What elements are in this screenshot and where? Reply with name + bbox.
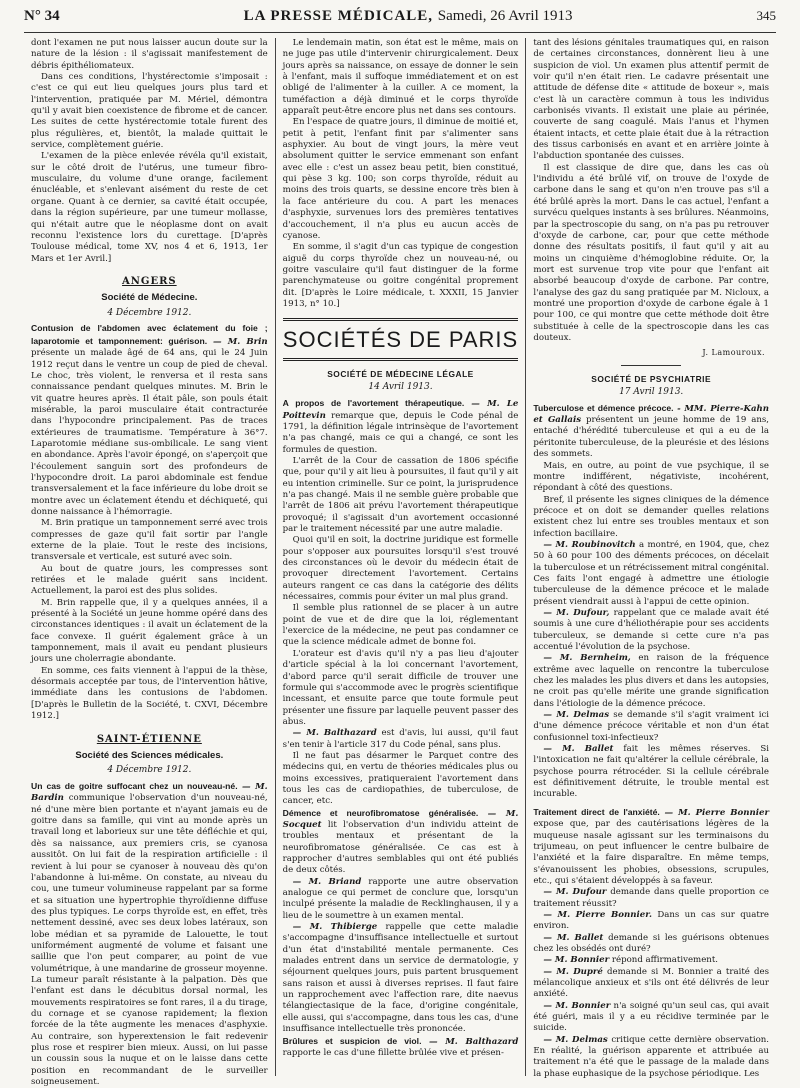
author: — M. Socquet [282, 808, 519, 830]
paragraph: Le lendemain matin, son état est le même, mais on ne juge pas utile d'intervenir chirurgicalement. Deux jours après sa naissance, on essaye de donner le sein à l'enfant, mais il suffoque immédiatement et on est obligé de l'alimenter à la cuiller. A ce moment, la tuméfaction a déjà diminué et le corps thyroïde apparaît peut-être encore plus net dans ses contours. [282, 38, 519, 117]
communication [533, 653, 769, 710]
communication-title: Contusion de l'abdomen avec éclatement du foie ; laparotomie et tamponnement: guérison. [31, 323, 268, 346]
paragraph: dont l'examen ne put nous laisser aucun doute sur la nature de la lésion : il s'agissait manifestement de débris épithéliomateux. [31, 38, 268, 71]
issue-number: N° 34 [24, 8, 60, 24]
communication [31, 323, 268, 518]
society-heading: SOCIÉTÉ DE PSYCHIATRIE [591, 373, 712, 384]
author: — M. Delmas [543, 710, 610, 721]
communication [283, 808, 519, 877]
author: — M. Briand [292, 876, 362, 887]
communication-text: lit l'observation d'un individu atteint de troubles mentaux et présentant de la neurofibromatose généralisée. Ce cas est à rapprocher d'autres semblables qui ont été publiés de deux côtés. [282, 819, 519, 876]
communication [533, 910, 769, 933]
page-number: 345 [756, 8, 776, 23]
author: — M. Bonnier [543, 955, 610, 966]
author: — M. Bonnier [543, 1000, 611, 1011]
author: — M. Brin [212, 336, 268, 347]
communication-title: Brûlures et suspicion de viol. [282, 1035, 422, 1046]
communication [283, 1036, 519, 1060]
communication-text: a montré, en 1904, que, chez 50 à 60 pour 100 des déments précoces, on décelait la tuberculose et un rétrécissement mitral congénital. Ces faits l'ont engagé à admettre une étiologie tuberculeuse de la démence précoce et le malade présent viendrait aussi à l'appui de cette opinion. [533, 539, 770, 607]
communication-text: critique cette dernière observation. En réalité, la guérison apparente et attribuée au traitement n'a été que le passage de la malade dans la phase euphasique de la psychose périodique. Les [533, 1034, 770, 1079]
paragraph: Au bout de quatre jours, les compresses sont retirées et le malade guérit sans incident. Actuellement, la paroi est des plus solides. [31, 563, 268, 597]
paragraph: Mais, en outre, au point de vue psychique, il se montre indifférent, négativiste, incohérent, répondant à côté des questions. [533, 460, 770, 494]
city-heading: SAINT-ÉTIENNE [96, 733, 202, 745]
communication [31, 781, 268, 1088]
paragraph: Il est classique de dire que, dans les cas où l'individu a été brûlé vif, on trouve de l'oxyde de carbone dans le sang et qu'on n'en trouve pas s'il a été brûlé après la mort. Dans le cas actuel, l'enfant a survécu quelques instants à ses brûlures. Néanmoins, par la spectroscopie du sang, on n'a pas pu retrouver d'oxyde de carbone, car, pour que cette méthode donne des résultats positifs, il faut qu'il y ait au moins un cinquième d'hémoglobine réduite. Or, la mort est survenue trop vite pour que l'enfant ait absorbé beaucoup d'oxyde de carbone. Par contre, l'analyse des gaz du sang pratiquée par M. Nicloux, a montré une proportion d'oxyde de carbone égale à 1 pour 100, ce qui montre que cette méthode doit être substituée à celle de la spectroscopie dans les cas douteux. [533, 162, 770, 343]
paragraph: En somme, ces faits viennent à l'appui de la thèse, désormais acceptée par tous, de l'intervention hâtive, immédiate dans les contusions de l'abdomen. [D'après le Bulletin de la Société, t. CXVI, Décembre 1912.] [31, 665, 268, 722]
communication [533, 403, 769, 461]
communication-text: rapporte une autre observation analogue ce qui permet de conclure que, lorsqu'un inculpé présente la maladie de Recklinghausen, il y a lieu de le soumettre à un examen mental. [282, 876, 519, 921]
communication-text: rappelle que cette maladie s'accompagne d'insuffisance intellectuelle et surtout d'un état d'instabilité mentale permanente. Ces malades entrent dans un service de dermatologie, y séjournent quelques jours, puis partent brusquement sans raison et aussi à diverses reprises. Il faut faire un rapprochement avec l'affection rare, dite naevus télangiectasique de la face, d'origine congénitale, elle aussi, qui s'accompagne, dans tous les cas, d'une insuffisance intellectuelle très prononcée. [282, 922, 519, 1035]
communication-title: Démence et neurofibromatose généralisée. [282, 807, 479, 818]
communication [533, 744, 769, 801]
communication-text: en raison de la fréquence extrême avec laquelle on rencontre la tuberculose chez les malades les plus divers et dans les autopsies, ne croit pas qu'elle mérite une grande signification dans l'étiologie de la démence précoce. [533, 653, 770, 709]
communication-text: présente un malade âgé de 64 ans, qui le 24 Juin 1912 reçut dans le ventre un coup de pied de cheval. Le choc, très violent, le renversa et il resta sans connaissance pendant quelques minutes. M. Brin le vit quatre heures après. Il était pâle, son pouls était misérable, la paroi musculaire était contracturée dans l'hypocondre principalement. Pas de traces extérieures de traumatisme. Température à 36°7. Laparotomie médiane sus-ombilicale. Le sang vient en abondance. Après l'avoir épongé, on s'aperçoit que l'écoulement sanguin sort des profondeurs de l'hypocondre droit. La paroi abdominale est fendue transversalement et la face inférieure du lobe droit se montre avec un éclatement étendu et déchiqueté, qui donne naissance à l'hémorragie. [31, 348, 268, 517]
session-date: 4 Décembre 1912. [107, 765, 192, 776]
communication [283, 728, 519, 751]
author: — M. Balthazard [428, 1036, 519, 1047]
communication-text: Dans un cas sur quatre environ. [533, 909, 770, 932]
communication-text: présentent un jeune homme de 19 ans, entaché d'hérédité tuberculeuse et qui a eu de la péritonite tuberculeuse, de la pleurésie et des lésions des sommets. [533, 415, 770, 460]
communication [533, 933, 769, 956]
author: — M. Pierre Bonnier. [543, 909, 652, 920]
communication [533, 1001, 769, 1035]
journal-title [244, 8, 573, 25]
communication [283, 877, 519, 922]
session-date: 4 Décembre 1912. [107, 307, 192, 318]
communication [533, 608, 769, 653]
paragraph: M. Brin pratique un tamponnement serré avec trois compresses de gaze qu'il fait sortir par l'angle externe de la plaie. Tout le reste des incisions, transversale et verticale, est suturé avec soin. [31, 518, 268, 563]
column-2 [275, 38, 526, 1076]
paragraph: M. Brin rappelle que, il y a quelques années, il a présenté à la Société un jeune homme opéré dans des circonstances identiques : il avait un éclatement de la face convexe. Il guérit également grâce à un tamponnement, mais il avait eu pendant plusieurs jours une cholerragie abondante. [31, 597, 268, 665]
author: — M. Bardin [31, 782, 268, 804]
communication [533, 807, 769, 887]
communication [283, 922, 519, 1035]
communication [533, 540, 769, 608]
communication-text: remarque que, depuis le Code pénal de 1791, la définition légale intrinsèque de l'avortement n'a pas changé, mais ce qui a changé, ce sont les formules de question. [282, 410, 519, 455]
paragraph: L'examen de la pièce enlevée révéla qu'il existait, sur le côté droit de l'utérus, une tumeur fibro-musculaire, du volume d'une orange, facilement énucléable, et s'enlevant aisément du reste de cet organe. Quant à ce dernier, sa cavité était occupée, dans la région supérieure, par une tumeur mollasse, qui n'était autre que le néoplasme dont on avait reconnu l'existence lors du curettage. [D'après Toulouse médical, tome XV, nos 4 et 6, 1913, 1er Mars et 1er Avril.] [31, 151, 268, 264]
author: — M. Dupré [543, 966, 603, 977]
communication-text: rapporte le cas d'une fillette brûlée vive et présen- [282, 1047, 504, 1058]
paragraph: Il semble plus rationnel de se placer à un autre point de vue et de dire que la loi, réglementant l'exercice de la médecine, ne peut pas condamner ce que la science médicale admet de bonne foi. [282, 603, 519, 648]
page-header [24, 8, 776, 33]
section-banner: SOCIÉTÉS DE PARIS [283, 318, 519, 361]
author: — M. Delmas [543, 1034, 608, 1045]
communication-title: Un cas de goitre suffocant chez un nouveau-né. [31, 781, 238, 792]
author: — M. Ballet [543, 744, 614, 755]
communication [533, 710, 769, 744]
city-heading: ANGERS [122, 275, 177, 287]
communication [533, 955, 769, 966]
author: — M. Dufour [543, 887, 607, 898]
author: — M. Bernheim, [543, 653, 631, 664]
author: - MM. Pierre-Kahn et Gallais [533, 403, 770, 426]
author: — M. Ballet [543, 932, 604, 943]
communication-text: répond affirmativement. [611, 955, 719, 966]
communication-title: Traitement direct de l'anxiété. [533, 806, 660, 817]
communication [533, 887, 769, 910]
paragraph: Quoi qu'il en soit, la doctrine juridique est formelle pour s'opposer aux poursuites lorsqu'il s'est trouvé des circonstances où le devoir du médecin était de provoquer directement l'avortement. Certains auteurs rangent ce cas dans la catégorie des délits nécessaires, commis pour éviter un mal plus grand. [282, 535, 519, 603]
communication-text: communique l'observation d'un nouveau-né, né d'une mère bien portante et n'ayant jamais eu de goitre dans sa famille, qui vint au monde après un travail long et laborieux sur une tête défléchie et qui, dès sa naissance, aux premiers cris, se cyanosa aussitôt. On lui fait de la respiration artificielle : il revient à lui pour se cyanoser à nouveau dès qu'on l'abandonne à lui-même. On constate, au niveau du cou, une tumeur volumineuse rappelant par sa forme et sa situation une hypertrophie thyroïdienne diffuse des plus typiques. Le corps thyroïde est, en effet, très nettement dessiné, avec ses deux lobes latéraux, son lobe médian et sa pyramide de Lalouette, le tout uniformément augmenté de volume et faisant une saillie que l'on peut comparer, au point de vue volumétrique, à une mandarine de grosseur moyenne. La tumeur paraît résistante à la palpation. Dès que l'enfant est dans le décubitus dorsal normal, les mouvements respiratoires se font rares, il a du tirage, du cornage et se cyanose rapidement; la flexion forcée de la tête augmente les menaces d'asphyxie. Au contraire, son hyperextension le fait redevenir plus rose et respirer bien mieux. Aussi, on lui passe un coussin sous la nuque et on le laisse dans cette position en recommandant de le surveiller soigneusement. [31, 793, 268, 1088]
paragraph: Bref, il présente les signes cliniques de la démence précoce et on doit se demander quelles relations existent chez lui entre ses troubles mentaux et son infection bacillaire. [533, 494, 770, 539]
issue-date: Samedi, 26 Avril 1913 [437, 8, 573, 24]
paragraph: L'arrêt de la Cour de cassation de 1806 spécifie que, pour qu'il y ait lieu à poursuites, il faut qu'il y ait eu intention criminelle. Sur ce point, la jurisprudence n'a pas changé. Mais il ne semble guère probable que l'arrêt de 1806 ait prévu l'avortement thérapeutique provoqué; il s'agissait d'un avortement occasionné par le traitement nécessité par une autre maladie. [282, 455, 519, 535]
author: — M. Roubinovitch [543, 539, 636, 550]
paragraph: Il ne faut pas désarmer le Parquet contre des médecins qui, en vertu de théories médicales plus ou moins excessives, pratiqueraient l'avortement dans tous les cas de cardiopathies, de tuberculose, de cancer, etc. [282, 750, 519, 807]
society-heading: SOCIÉTÉ DE MÉDECINE LÉGALE [327, 369, 474, 380]
signature: J. Lamouroux. [702, 348, 766, 358]
communication-title: A propos de l'avortement thérapeutique. [282, 398, 465, 409]
author: — M. Le Poittevin [282, 399, 519, 421]
author: — M. Dufour, [543, 607, 610, 618]
column-1 [24, 38, 275, 1088]
communication-text: est d'avis, lui aussi, qu'il faut s'en tenir à l'article 317 du Code pénal, sans plus. [282, 728, 519, 750]
communication-text: n'a soigné qu'un seul cas, qui avait été guéri, mais il y a eu récidive terminée par le suicide. [533, 1000, 770, 1034]
communication-text: demande si les guérisons obtenues chez les obsédés ont duré? [533, 932, 770, 954]
communication-text: demande si M. Bonnier a traité des mélancolique anxieux et s'ils ont été délivrés de leur anxiété. [533, 966, 770, 1000]
paragraph: En l'espace de quatre jours, il diminue de moitié et, petit à petit, l'enfant finit par s'alimenter sans asphyxier. Au bout de vingt jours, la mère veut absolument quitter le service emmenant son enfant avec elle : c'est un assez beau petit, bien constitué, qui pèse 3 kg. 100; son corps thyroïde, réduit au moins des trois quarts, se dessine encore très bien à la face antérieure du cou. A part les menaces d'asphyxie, survenues lors des premières tentatives d'accouchement, il n'a plus eu aucun accès de cyanose. [282, 117, 519, 241]
session-date: 14 Avril 1913. [368, 382, 433, 393]
session-date: 17 Avril 1913. [619, 386, 684, 397]
divider [621, 365, 681, 366]
communication [283, 398, 519, 456]
communication-text: fait les mêmes réserves. Si l'intoxication ne fait qu'altérer la cellule cérébrale, la psychose pourra rétrocéder. Si la cellule cérébrale est définitivement détruite, le trouble mental est incurable. [533, 744, 770, 800]
paragraph: L'orateur est d'avis qu'il n'y a pas lieu d'ajouter d'article spécial à la loi concernant l'avortement, d'abord parce qu'il serait difficile de trouver une formule qui s'accommode avec le progrès scientifique incessant, et ensuite parce que toute formule peut présenter une fissure par laquelle peuvent passer des abus. [282, 648, 519, 727]
society-heading: Société de Médecine. [101, 292, 198, 304]
communication-text: expose que, par des cautérisations légères de la muqueuse nasale agissant sur les terminaisons du trijumeau, on peut influencer le centre bulbaire de l'anxiété et la faire disparaître. En même temps, s'évanouissent les phobies, obsessions, scrupules, etc., qui s'étaient développés à sa faveur. [533, 819, 770, 886]
text-columns [24, 38, 776, 1088]
journal-name: LA PRESSE MÉDICALE, [243, 8, 434, 24]
column-3 [525, 38, 776, 1079]
paragraph: tant des lésions génitales traumatiques qui, en raison de certaines circonstances, donnèrent lieu à une suspicion de viol. Un examen plus attentif permit de voir qu'il n'en était rien. Le cadavre présentait une attitude de défense dite « attitude de boxeur », mais c'est là un caractère commun à tous les individus carbonisés vivants. Il existait une plaie au périnée, couverte de sang coagulé. Mais l'anus et l'hymen étaient intacts, et cette plaie était due à la rétraction des tissus carbonisés en avant et en arrière jointe à l'abduction spontanée des cuisses. [533, 38, 770, 162]
communication-title: Tuberculose et démence précoce. [533, 402, 674, 413]
communication [533, 1035, 769, 1080]
paragraph: Dans ces conditions, l'hystérectomie s'imposait : c'est ce qui eut lieu quelques jours plus tard et l'intervention, pratiquée par M. Mériel, démontra qu'il y avait bien coexistence de fibrome et de cancer. Les suites de cette hystérectomie totale furent des plus régulières, et, bientôt, la malade quittait le service, complètement guérie. [31, 72, 268, 151]
society-heading: Société des Sciences médicales. [75, 749, 224, 761]
author: — M. Pierre Bonnier [664, 807, 770, 818]
communication-text: rappelant que ce malade avait été soumis à une cure d'héliothérapie pour ses accidents tuberculeux, se demande si cette cure n'a pas accentué l'évolution de la psychose. [533, 607, 770, 653]
communication-text: demande dans quelle proportion ce traitement réussit? [533, 887, 770, 909]
communication [533, 967, 769, 1001]
paragraph: En somme, il s'agit d'un cas typique de congestion aiguë du corps thyroïde chez un nouveau-né, ou goitre vasculaire qu'il faut distinguer de la forme parenchymateuse ou goitre congénital proprement dit. [D'après le Loire médicale, t. XXXII, 15 Janvier 1913, n° 10.] [282, 242, 519, 309]
communication-text: se demande s'il s'agit vraiment ici d'une démence précoce véritable et non d'un état confusionnel toxi-infectieux? [533, 710, 770, 743]
author: — M. Thibierge [292, 922, 378, 933]
author: — M. Balthazard [292, 728, 377, 739]
